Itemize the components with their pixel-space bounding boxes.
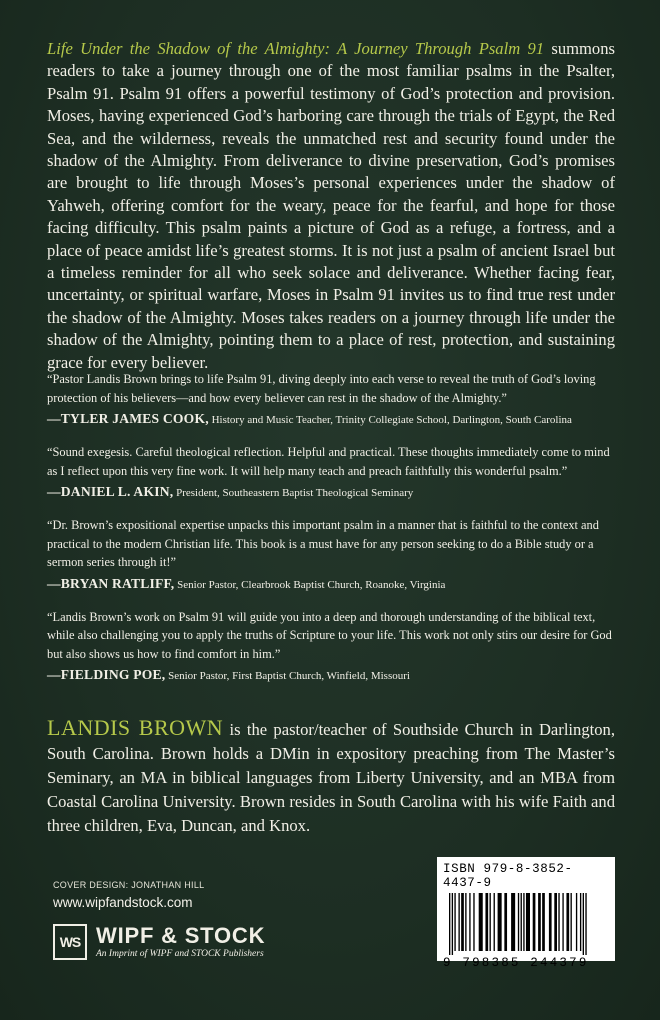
endorser-name: —DANIEL L. AKIN, — [47, 484, 174, 499]
barcode-bar — [585, 893, 586, 955]
endorsement — [47, 608, 615, 687]
barcode-bar — [465, 893, 466, 951]
barcode-bar — [452, 893, 453, 955]
publisher-logo: WS — [53, 924, 87, 960]
author-bio-text: is the pastor/teacher of Southside Church in Darlington, South Carolina. Brown holds a DMin in expository preaching from The Master’s Seminary, an MA in biblical languages from Liberty University, and an MBA from Coastal Carolina University. Brown resides in South Carolina with his wife Faith and three children, Eva, Duncan, and Knox. — [47, 720, 615, 835]
publisher-name: WIPF & STOCK — [96, 923, 266, 948]
barcode-bar — [526, 893, 530, 951]
endorsement-attribution — [47, 574, 615, 595]
endorsement-attribution — [47, 665, 615, 686]
endorsement-quote: “Sound exegesis. Careful theological reflection. Helpful and practical. These thoughts immediately come to mind as I reflect upon this very fine work. It will help many teach and preach faithfully this wonderful psalm.” — [47, 445, 610, 478]
barcode-bar — [583, 893, 584, 955]
barcode-bar — [533, 893, 536, 951]
barcode-bar — [479, 893, 483, 951]
cover-design-credit: COVER DESIGN: JONATHAN HILL — [53, 880, 205, 890]
barcode-bar — [554, 893, 557, 951]
isbn-label: ISBN 979-8-3852-4437-9 — [443, 862, 573, 890]
endorsement-quote: “Pastor Landis Brown brings to life Psalm 91, diving deeply into each verse to reveal the truth of God’s loving protection of his believers—and how every believer can rest in the shadow of the Almighty.” — [47, 372, 596, 405]
barcode-bar — [576, 893, 577, 951]
endorser-name: —BRYAN RATLIFF, — [47, 575, 175, 591]
barcode-bars — [443, 893, 609, 955]
barcode-bar — [504, 893, 507, 951]
barcode-bar — [485, 893, 488, 951]
barcode-bar — [498, 893, 502, 951]
barcode-bar — [454, 893, 455, 951]
description-text: summons readers to take a journey through one of the most familiar psalms in the Psalter, Psalm 91. Psalm 91 offers a powerful testimony of God’s protection and provision. Moses, having experienced God’s harboring care through the trials of Egypt, the Red Sea, and the wilderness, reveals the unmatched rest and security found under the shadow of the Almighty. From deliverance to divine preservation, God’s promises are brought to life through Moses’s personal experiences under the shadow of Yahweh, offering comfort for the weary, peace for the fearful, and hope for those facing difficulty. This psalm paints a picture of God as a refuge, a fortress, and a place of peace amidst life’s greatest storms. It is not just a psalm of ancient Israel but a timeless reminder for all who seek solace and deliverance. Whether facing fear, uncertainty, or spiritual warfare, Moses in Psalm 91 invites us to find true rest under the shadow of the Almighty. Moses takes readers on a journey through life under the shadow of the Almighty, pointing them to a place of rest, protection, and sustaining grace for every believer. — [47, 39, 615, 372]
author-bio — [47, 716, 615, 838]
endorsements-section — [47, 370, 615, 699]
barcode-bar — [469, 893, 470, 951]
barcode-bar — [558, 893, 559, 951]
endorsement-quote: “Landis Brown’s work on Psalm 91 will guide you into a deep and thorough understanding of the biblical text, while also challenging you to apply the truths of Scripture to your life. This work not only stirs our desire for God but also shows us how to find comfort in him.” — [47, 609, 612, 661]
endorsement-quote: “Dr. Brown’s expositional expertise unpacks this important psalm in a manner that is faithful to the context and practical to the modern Christian life. This book is a must have for any person seeking to do a Bible study or a sermon series through it!” — [47, 518, 599, 569]
endorsement — [47, 443, 615, 503]
barcode-bar — [511, 893, 515, 951]
barcode-bar — [521, 893, 522, 951]
endorser-role: Senior Pastor, Clearbrook Baptist Church, Roanoke, Virginia — [174, 578, 446, 591]
endorsement — [47, 516, 615, 595]
book-title: Life Under the Shadow of the Almighty: A Journey Through Psalm 91 — [47, 39, 545, 58]
publisher-website: www.wipfandstock.com — [53, 895, 193, 910]
endorsement — [47, 370, 615, 430]
publisher-subtitle: An Imprint of WIPF and STOCK Publishers — [96, 949, 264, 959]
barcode-bar — [461, 893, 464, 951]
endorser-role: Senior Pastor, First Baptist Church, Winfield, Missouri — [165, 670, 410, 682]
isbn-barcode — [437, 857, 615, 970]
cover-credits — [53, 880, 204, 910]
barcode-bar — [473, 893, 474, 951]
barcode-bar — [494, 893, 495, 951]
description-paragraph — [47, 38, 615, 374]
barcode-bar — [580, 893, 581, 951]
publisher-block — [53, 924, 265, 960]
isbn-digits: 9 798385 244379 — [443, 956, 589, 970]
barcode-bar — [538, 893, 541, 951]
author-name: LANDIS BROWN — [47, 715, 224, 740]
barcode-bar — [490, 893, 491, 951]
barcode-bar — [566, 893, 569, 951]
barcode-bar — [458, 893, 459, 951]
barcode-bar — [518, 893, 519, 951]
endorsement-attribution — [47, 409, 615, 430]
barcode-bar — [562, 893, 563, 951]
publisher-text — [96, 925, 265, 959]
barcode-bar — [523, 893, 524, 951]
endorsement-attribution — [47, 482, 615, 503]
barcode-bar — [571, 893, 572, 951]
endorser-role: History and Music Teacher, Trinity Collegiate School, Darlington, South Carolina — [208, 414, 572, 426]
barcode-bar — [549, 893, 552, 951]
endorser-role: President, Southeastern Baptist Theological Seminary — [173, 487, 414, 499]
endorser-name: —TYLER JAMES COOK, — [47, 411, 209, 426]
endorser-name: —FIELDING POE, — [47, 667, 166, 682]
barcode-bar — [449, 893, 450, 955]
barcode-bar — [542, 893, 545, 951]
